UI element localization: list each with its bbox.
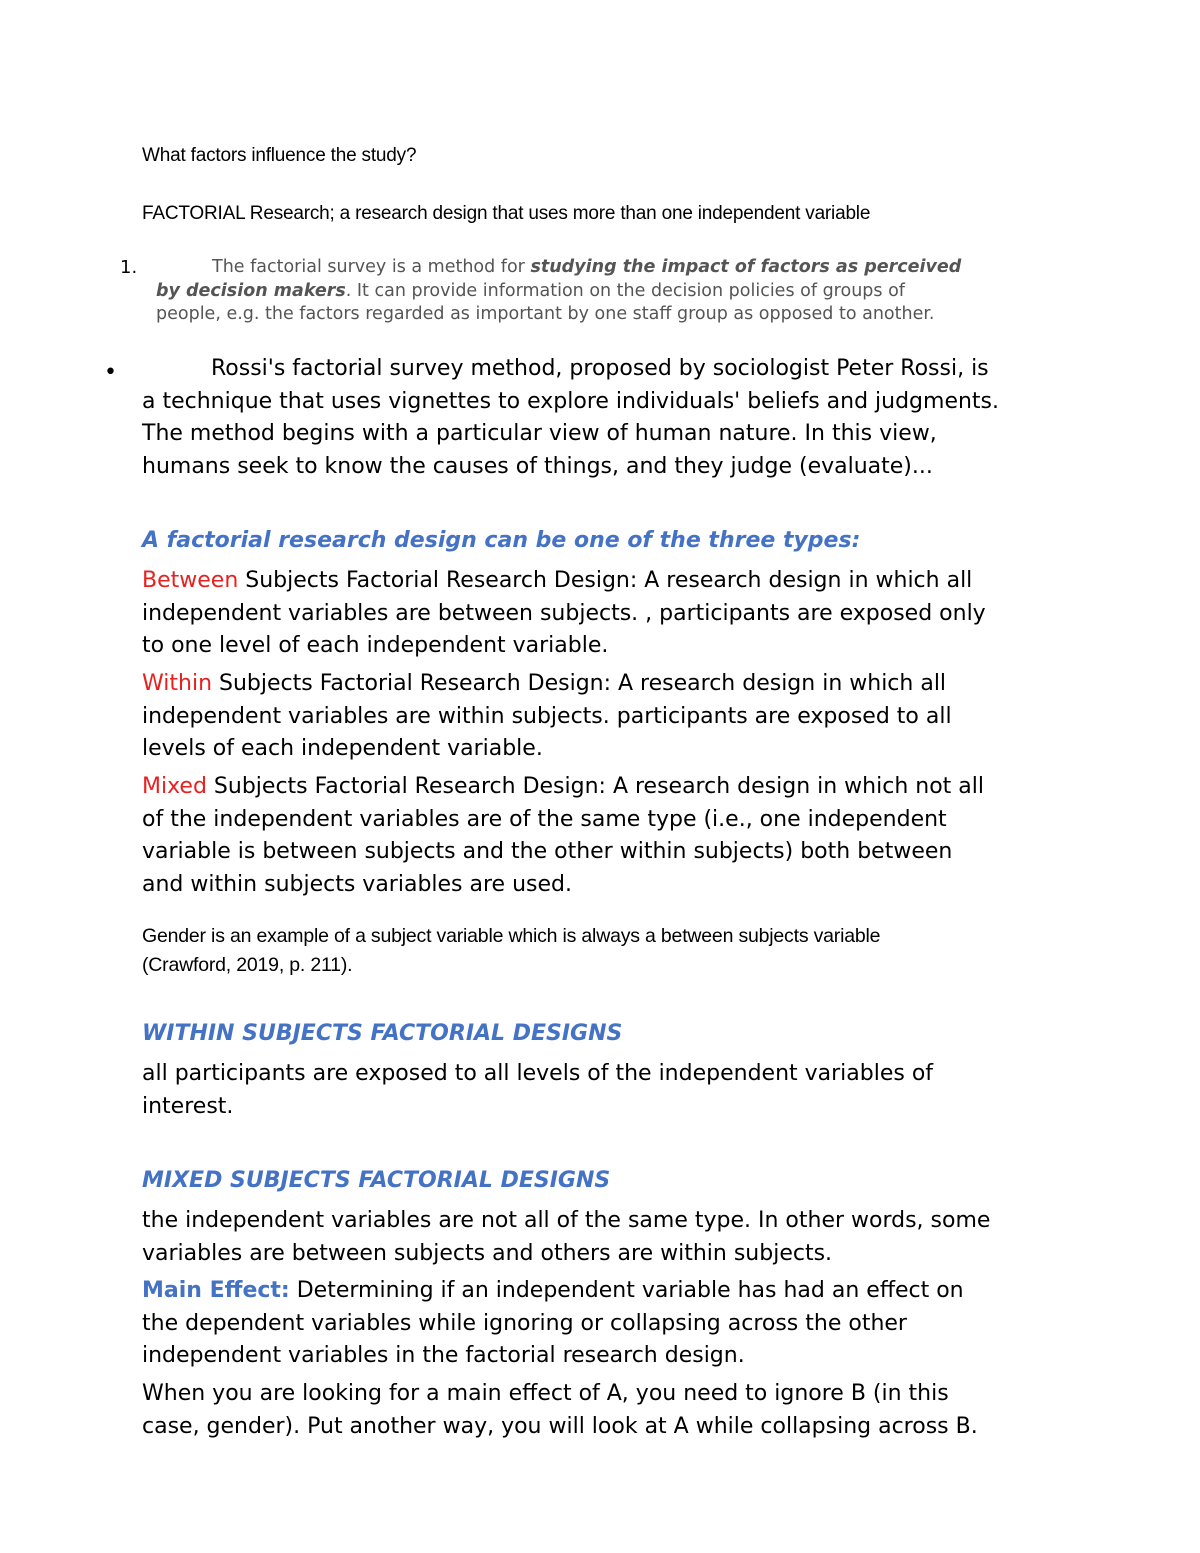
main-effect-paragraph — [142, 1275, 964, 1373]
type-line: variable is between subjects and the other within subjects) both between — [142, 839, 953, 864]
numbered-item-line-3: people, e.g. the factors regarded as important by one staff group as opposed to another. — [156, 304, 935, 324]
numbered-item-line-1: The factorial survey is a method for studying the impact of factors as perceived — [212, 257, 962, 277]
main-effect-line: the dependent variables while ignoring or collapsing across the other — [142, 1310, 907, 1336]
numbered-item — [156, 256, 1166, 327]
type-first-line: Between Subjects Factorial Research Design: A research design in which all — [142, 568, 973, 593]
type-first-line: Mixed Subjects Factorial Research Design: A research design in which not all — [142, 774, 984, 799]
type-first-line: Within Subjects Factorial Research Design: A research design in which all — [142, 671, 947, 696]
type-between — [142, 565, 986, 663]
factorial-definition: FACTORIAL Research; a research design that uses more than one independent variable — [142, 203, 871, 224]
type-mixed — [142, 771, 984, 901]
type-keyword: Mixed — [142, 774, 207, 799]
bullet-line: Rossi's factorial survey method, proposed by sociologist Peter Rossi, is — [211, 356, 989, 381]
type-line: independent variables are between subjects. , participants are exposed only — [142, 600, 986, 626]
type-line: independent variables are within subjects. participants are exposed to all — [142, 703, 952, 729]
mixed-section-body — [142, 1205, 990, 1270]
within-section-heading: WITHIN SUBJECTS FACTORIAL DESIGNS — [142, 1021, 623, 1046]
emphasis-text: studying the impact of factors as perceived — [530, 257, 962, 277]
bullet-line: humans seek to know the causes of things, and they judge (evaluate)... — [142, 453, 933, 479]
type-line: to one level of each independent variable. — [142, 633, 609, 658]
type-line: of the independent variables are of the same type (i.e., one independent — [142, 806, 947, 832]
mixed-line: variables are between subjects and others are within subjects. — [142, 1240, 833, 1266]
gender-note — [142, 922, 880, 980]
closing-paragraph — [142, 1378, 978, 1443]
bullet-line: The method begins with a particular view of human nature. In this view, — [142, 421, 937, 446]
within-section-body — [142, 1058, 933, 1123]
within-line: interest. — [142, 1093, 234, 1119]
list-number: 1. — [120, 257, 138, 278]
numbered-item-line-2: by decision makers. It can provide information on the decision policies of groups of — [156, 280, 905, 301]
type-line: levels of each independent variable. — [142, 736, 543, 761]
within-line: all participants are exposed to all levels of the independent variables of — [142, 1061, 934, 1086]
main-effect-label: Main Effect: — [142, 1278, 290, 1303]
gender-note-line: (Crawford, 2019, p. 211). — [142, 954, 353, 976]
bullet-icon: • — [104, 360, 117, 385]
types-heading: A factorial research design can be one of the three types: — [142, 528, 861, 553]
main-effect-line: independent variables in the factorial research design. — [142, 1343, 745, 1368]
bullet-paragraph — [142, 353, 999, 483]
emphasis-text: by decision makers — [156, 280, 346, 301]
bullet-line: a technique that uses vignettes to explore individuals' beliefs and judgments. — [142, 388, 1000, 414]
mixed-line: the independent variables are not all of the same type. In other words, some — [142, 1208, 991, 1233]
closing-line: When you are looking for a main effect of A, you need to ignore B (in this — [142, 1381, 949, 1406]
gender-note-line: Gender is an example of a subject variable which is always a between subjects variable — [142, 925, 881, 947]
type-keyword: Between — [142, 568, 239, 593]
question-line: What factors influence the study? — [142, 145, 417, 166]
main-effect-first-line: Main Effect: Determining if an independent variable has had an effect on — [142, 1278, 964, 1303]
mixed-section-heading: MIXED SUBJECTS FACTORIAL DESIGNS — [142, 1168, 611, 1193]
closing-line: case, gender). Put another way, you will look at A while collapsing across B. — [142, 1413, 978, 1439]
type-within — [142, 668, 952, 766]
type-keyword: Within — [142, 671, 213, 696]
type-line: and within subjects variables are used. — [142, 871, 572, 897]
